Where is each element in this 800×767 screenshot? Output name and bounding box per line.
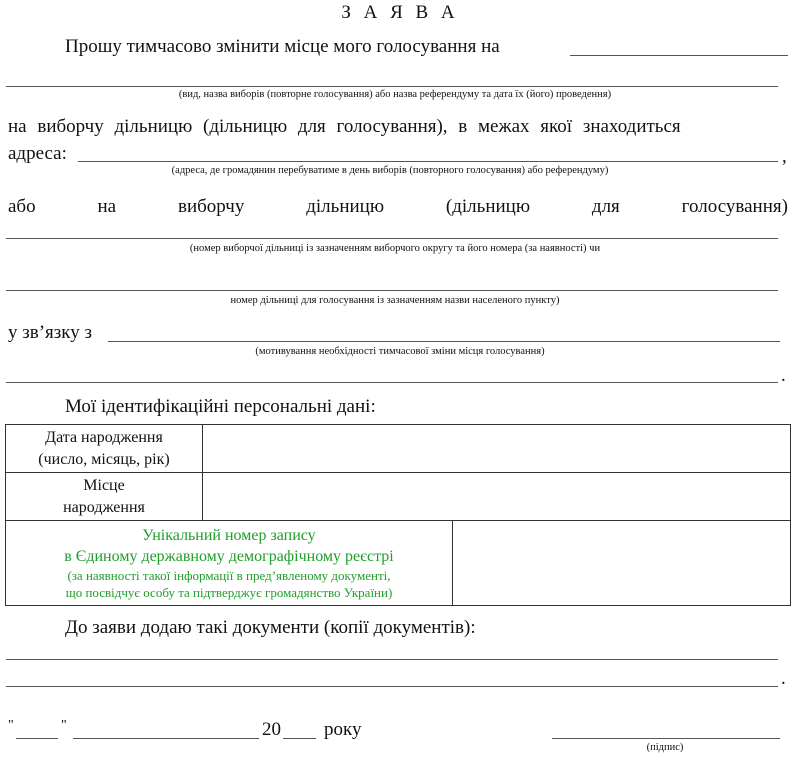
election-name-field[interactable] [570,55,788,56]
word: дільницю [306,196,385,217]
attachments-field-cont[interactable] [6,686,778,687]
attachments-period: . [781,668,786,689]
year-word: року [324,719,362,740]
reason-period: . [781,365,786,386]
word: для [591,196,620,217]
word: на [97,196,117,217]
date-open-quote: " [8,718,14,733]
birthplace-label: Місце народження [6,473,203,521]
station-number-field[interactable] [6,238,778,239]
month-field[interactable] [73,738,259,739]
address-label: адреса: [8,143,67,164]
registry-number-field[interactable] [453,521,791,606]
reason-label: у зв’язку з [8,322,93,343]
century-text: 20 [262,719,281,740]
address-comma: , [782,146,787,167]
polling-station-text: на виборчу дільницю (дільницю для голосування), в межах якої знаходиться [8,116,681,137]
attachments-heading: До заяви додаю такі документи (копії документів): [65,617,476,638]
reason-field[interactable] [108,341,780,342]
reason-field-cont[interactable] [6,382,778,383]
request-text: Прошу тимчасово змінити місце мого голосування на [65,36,500,57]
hint-election: (вид, назва виборів (повторне голосування) або назва референдуму та дата їх (його) проведення) [178,89,612,100]
registry-number-label: Унікальний номер запису в Єдиному державному демографічному реєстрі (за наявності такої інформації в пред’явленому документі, що посвідчує особу та підтверджує громадянство України) [6,521,453,606]
day-field[interactable] [16,738,58,739]
signature-hint: (підпис) [646,742,684,753]
hint-station-number: (номер виборчої дільниці із зазначенням виборчого округу та його номера (за наявності) чи [189,243,601,254]
hint-reason: (мотивування необхідності тимчасової зміни місця голосування) [255,346,545,357]
table-row [6,521,791,606]
station-number-field-cont[interactable] [6,290,778,291]
election-name-field-cont[interactable] [6,86,778,87]
word: (дільницю [445,196,531,217]
date-close-quote: " [61,718,67,733]
dob-label: Дата народження (число, місяць, рік) [6,425,203,473]
signature-field[interactable] [552,738,780,739]
attachments-field[interactable] [6,659,778,660]
hint-address: (адреса, де громадянин перебуватиме в день виборів (повторного голосування) або референдуму) [171,165,609,176]
word: виборчу [177,196,245,217]
table-row [6,425,791,473]
word: або [8,196,36,217]
personal-data-table [5,424,791,606]
table-row [6,473,791,521]
alt-station-text [8,196,788,218]
document-title: З А Я В А [341,2,459,23]
year-field[interactable] [283,738,316,739]
hint-station-number-cont: номер дільниці для голосування із зазначенням назви населеного пункту) [230,295,560,306]
personal-data-heading: Мої ідентифікаційні персональні дані: [65,396,376,417]
dob-value-field[interactable] [203,425,791,473]
word: голосування) [681,196,788,217]
birthplace-value-field[interactable] [203,473,791,521]
address-field[interactable] [78,161,778,162]
